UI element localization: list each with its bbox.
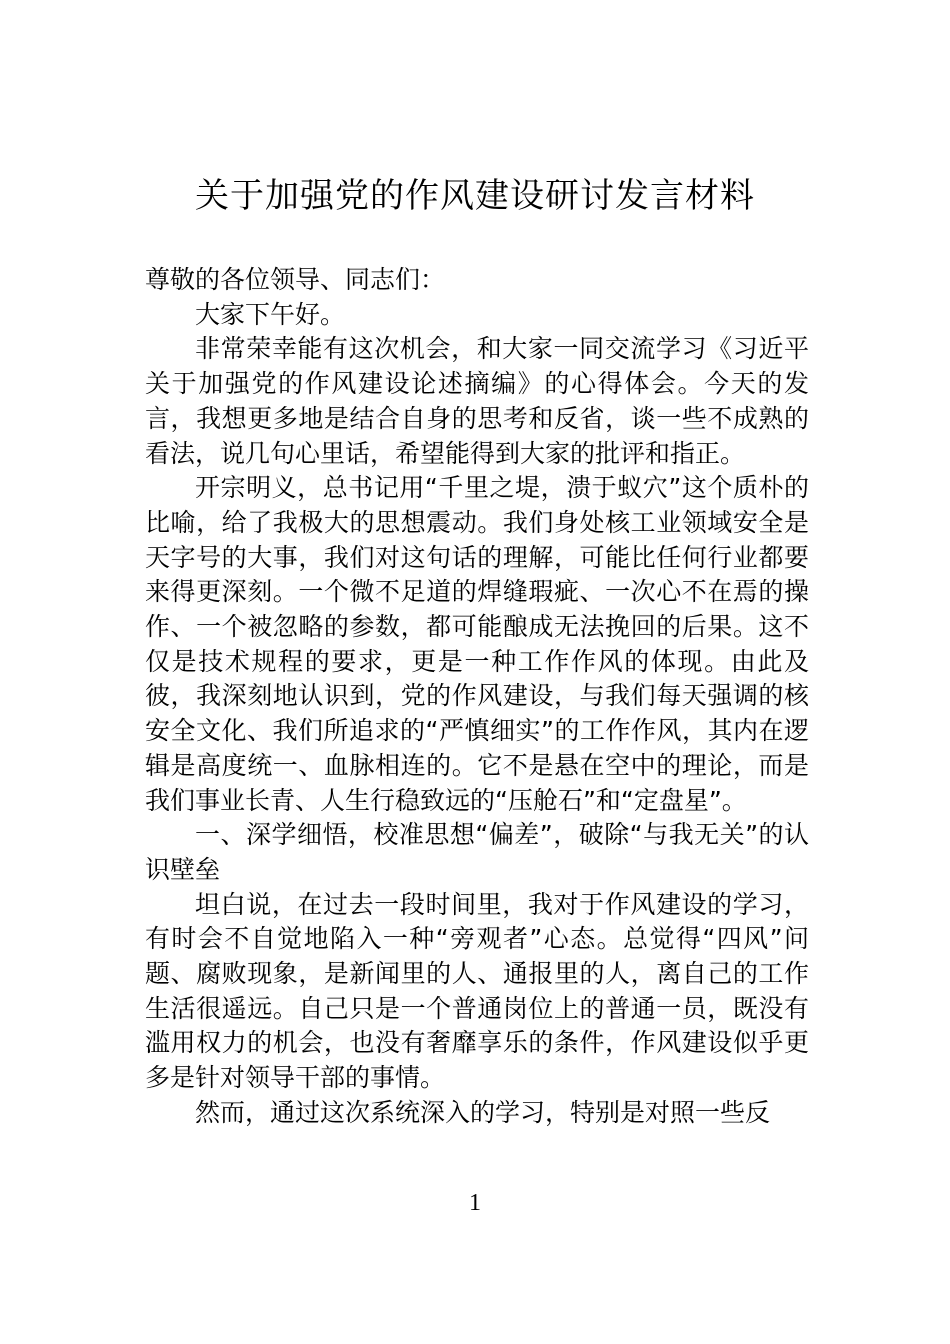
document-body xyxy=(145,263,809,1131)
salutation: 尊敬的各位领导、同志们： xyxy=(145,265,446,294)
paragraph: 坦白说，在过去一段时间里，我对于作风建设的学习，有时会不自觉地陷入一种“旁观者”心态。总觉得“四风”问题、腐败现象，是新闻里的人、通报里的人，离自己的工作生活很遥远。自己只是一个普通岗位上的普通一员，既没有滥用权力的机会，也没有奢靡享乐的条件，作风建设似乎更多是针对领导干部的事情。 xyxy=(145,889,809,1093)
section-heading: 一、深学细悟，校准思想“偏差”，破除“与我无关”的认识壁垒 xyxy=(145,820,809,884)
paragraph: 非常荣幸能有这次机会，和大家一同交流学习《习近平关于加强党的作风建设论述摘编》的心得体会。今天的发言，我想更多地是结合自身的思考和反省，谈一些不成熟的看法，说几句心里话，希望能得到大家的批评和指正。 xyxy=(145,334,809,468)
page-number: 1 xyxy=(469,1190,481,1216)
paragraph: 开宗明义，总书记用“千里之堤，溃于蚁穴”这个质朴的比喻，给了我极大的思想震动。我们身处核工业领域安全是天字号的大事，我们对这句话的理解，可能比任何行业都要来得更深刻。一个微不足道的焊缝瑕疵、一次心不在焉的操作、一个被忽略的参数，都可能酿成无法挽回的后果。这不仅是技术规程的要求，更是一种工作作风的体现。由此及彼，我深刻地认识到，党的作风建设，与我们每天强调的核安全文化、我们所追求的“严慎细实”的工作作风，其内在逻辑是高度统一、血脉相连的。它不是悬在空中的理论，而是我们事业长青、人生行稳致远的“压舱石”和“定盘星”。 xyxy=(145,473,809,815)
greeting: 大家下午好。 xyxy=(195,299,346,329)
document-title: 关于加强党的作风建设研讨发言材料 xyxy=(195,176,755,216)
paragraph: 然而，通过这次系统深入的学习，特别是对照一些反 xyxy=(195,1097,771,1127)
